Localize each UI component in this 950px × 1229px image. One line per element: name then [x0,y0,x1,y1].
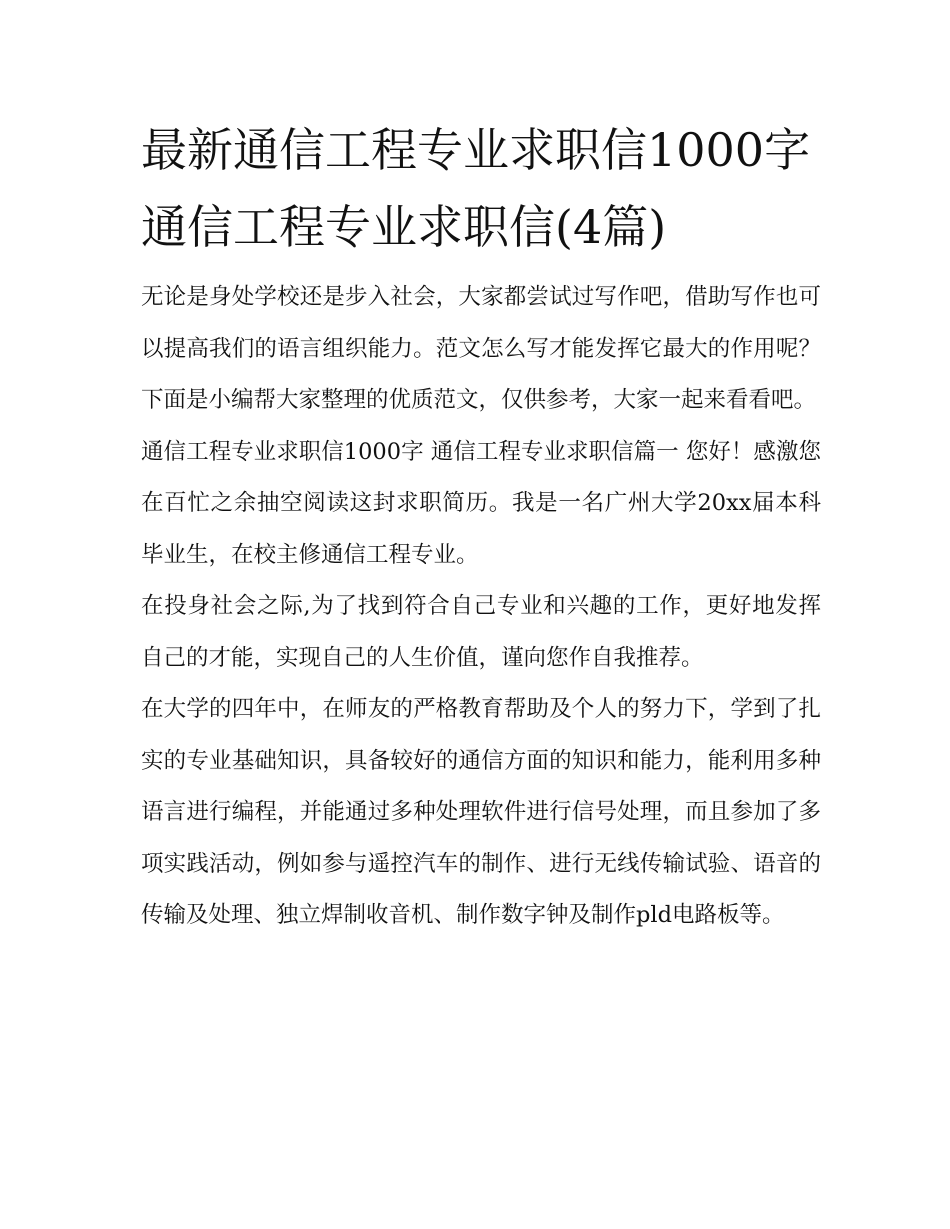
paragraph-greeting: 通信工程专业求职信1000字 通信工程专业求职信篇一 您好！感激您在百忙之余抽空阅读这封求职简历。我是一名广州大学20xx届本科毕业生，在校主修通信工程专业。 [141,438,821,568]
document-body [141,112,821,942]
paragraph-self-recommendation: 在投身社会之际,为了找到符合自己专业和兴趣的工作，更好地发挥自己的才能，实现自己的人生价值，谨向您作自我推荐。 [141,593,821,671]
document-title: 最新通信工程专业求职信1000字 通信工程专业求职信(4篇) [141,123,811,254]
paragraph-intro: 无论是身处学校还是步入社会，大家都尝试过写作吧，借助写作也可以提高我们的语言组织能力。范文怎么写才能发挥它最大的作用呢？下面是小编帮大家整理的优质范文，仅供参考，大家一起来看看吧。 [141,284,821,413]
paragraph-university-experience: 在大学的四年中，在师友的严格教育帮助及个人的努力下，学到了扎实的专业基础知识，具备较好的通信方面的知识和能力，能利用多种语言进行编程，并能通过多种处理软件进行信号处理，而且参加了多项实践活动，例如参与遥控汽车的制作、进行无线传输试验、语音的传输及处理、独立焊制收音机、制作数字钟及制作pld电路板等。 [141,696,821,928]
